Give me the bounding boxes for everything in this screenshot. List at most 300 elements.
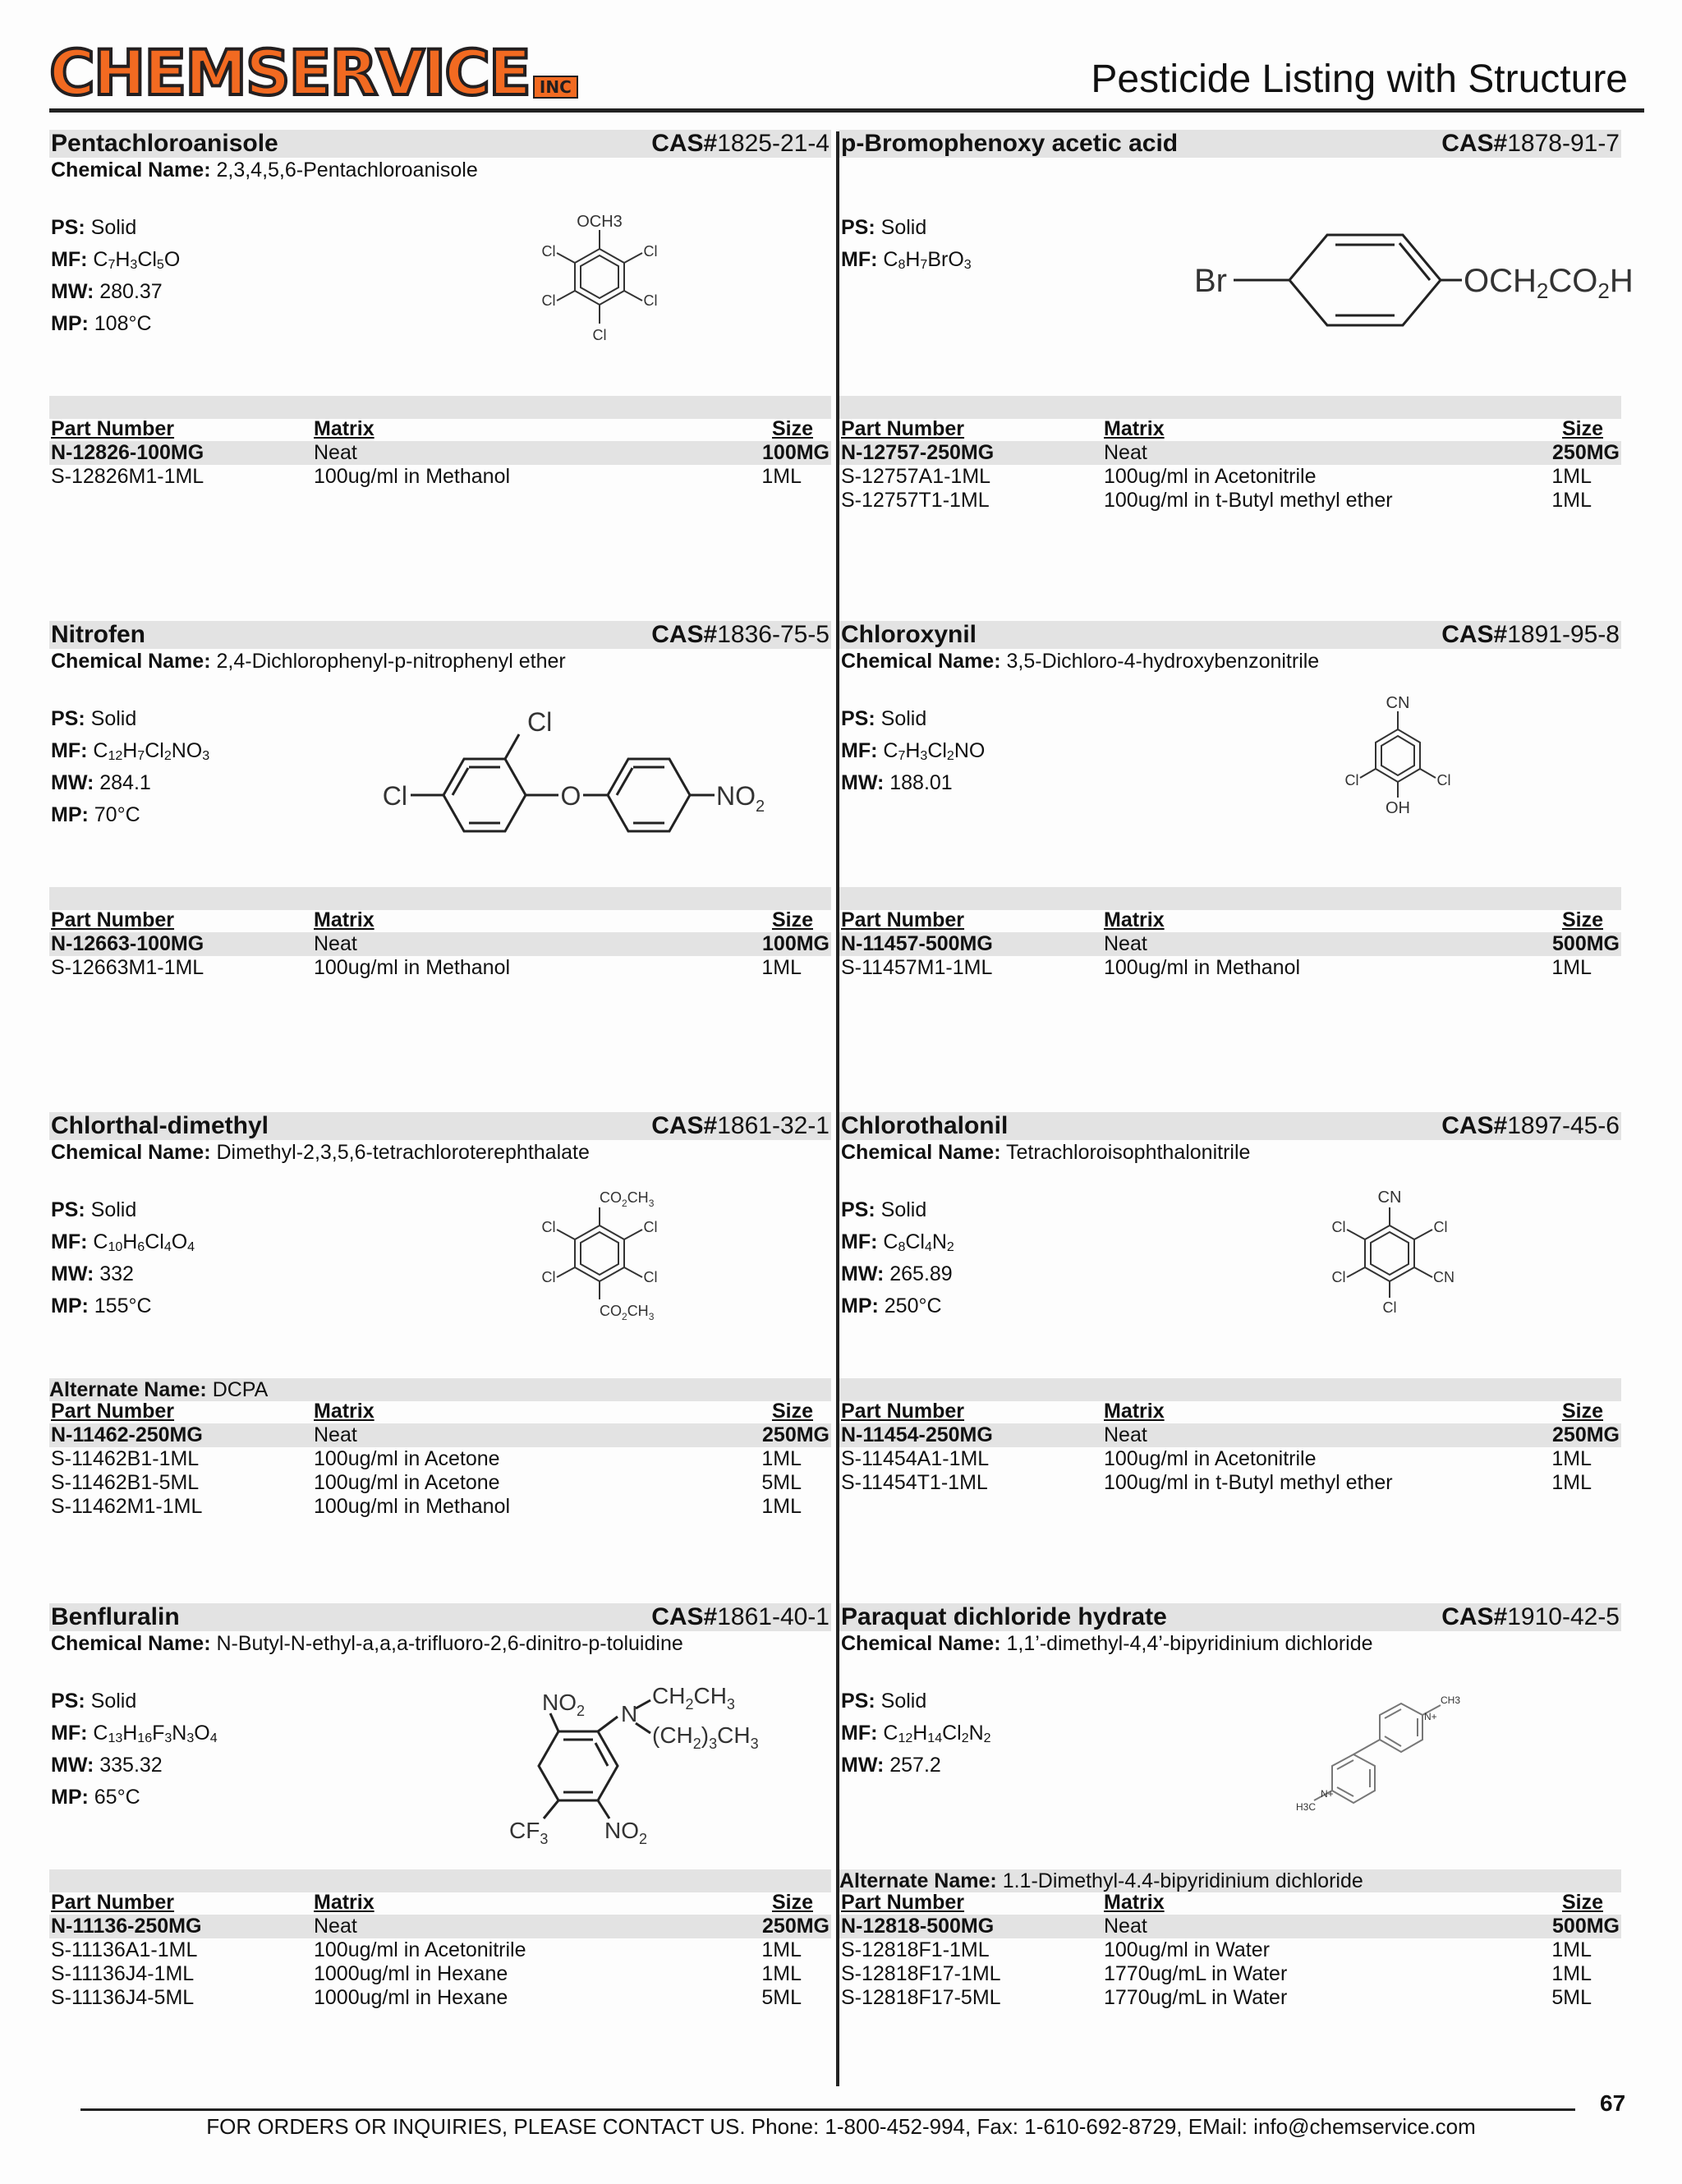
compound-title-bar	[49, 1603, 831, 1631]
chemical-name-label: Chemical Name:	[51, 1632, 211, 1655]
mf-subscript: 8	[898, 258, 906, 272]
matrix-value: 100ug/ml in Acetone	[314, 1447, 500, 1470]
part-number: S-12818F17-5ML	[841, 1986, 1001, 2009]
mw-value: 265.89	[889, 1262, 953, 1285]
substituent-label: CN	[1386, 694, 1410, 712]
size-header: Size	[771, 1400, 813, 1423]
substituent-label: $NO_2$	[542, 1690, 586, 1719]
mf-element: C	[93, 1230, 108, 1253]
compound-title-bar	[49, 130, 831, 158]
cas-value: 1861-32-1	[717, 1112, 830, 1139]
size-value: 100MG	[762, 441, 830, 464]
table-header	[839, 417, 1621, 441]
substituent-label: N	[621, 1701, 638, 1727]
cas-value: 1861-40-1	[717, 1603, 830, 1630]
melting-point	[51, 308, 180, 340]
cas-number	[651, 621, 830, 649]
mw-value: 332	[99, 1262, 134, 1285]
mf-subscript: 7	[137, 749, 145, 763]
chemical-name-label: Chemical Name:	[51, 159, 211, 182]
compound-title-bar	[839, 130, 1621, 158]
section-separator	[839, 1378, 1621, 1401]
part-number: N-11457-500MG	[841, 932, 993, 955]
size-value: 500MG	[1552, 1915, 1620, 1938]
mf-subscript: 10	[108, 1240, 123, 1254]
mf-subscript: 2	[961, 1731, 969, 1745]
part-number-header: Part Number	[51, 1891, 175, 1914]
size-value: 5ML	[761, 1471, 802, 1494]
cas-number	[651, 130, 830, 158]
ps-value: Solid	[90, 707, 137, 730]
part-number-header: Part Number	[51, 1400, 175, 1423]
parts-table	[49, 1400, 831, 1519]
mf-subscript: 4	[163, 1240, 172, 1254]
matrix-value: 100ug/ml in Methanol	[314, 465, 511, 488]
substituent-label: Cl	[592, 327, 607, 343]
cas-label: CAS#	[1441, 130, 1508, 157]
table-row	[839, 956, 1621, 980]
table-row	[839, 489, 1621, 513]
size-value: 1ML	[761, 465, 802, 488]
compound-panel	[839, 1603, 1621, 2047]
table-row	[49, 1962, 831, 1986]
table-header	[49, 1400, 831, 1423]
mf-element: BrO	[927, 248, 964, 271]
size-value: 100MG	[762, 932, 830, 955]
physical-state	[51, 212, 180, 244]
nitrofen-structure	[345, 703, 838, 851]
mf-subscript: 3	[164, 1731, 172, 1745]
mw-label: MW:	[51, 771, 94, 794]
matrix-header: Matrix	[314, 417, 375, 440]
size-value: 1ML	[1551, 956, 1592, 979]
size-value: 250MG	[1552, 441, 1620, 464]
part-number-header: Part Number	[51, 908, 175, 931]
matrix-value: Neat	[314, 1423, 357, 1446]
table-row	[839, 1962, 1621, 1986]
matrix-value: Neat	[314, 932, 357, 955]
chemical-name	[51, 649, 566, 674]
table-row	[49, 465, 831, 489]
part-number: S-11462M1-1ML	[51, 1495, 203, 1518]
table-row	[49, 1495, 831, 1519]
ps-value: Solid	[880, 1690, 927, 1713]
part-number: S-11454A1-1ML	[841, 1447, 990, 1470]
table-row	[49, 1447, 831, 1471]
molecular-weight	[841, 1749, 991, 1782]
mw-label: MW:	[51, 1754, 94, 1777]
size-header: Size	[1561, 1400, 1603, 1423]
table-header	[839, 1891, 1621, 1915]
mf-element: O	[194, 1722, 210, 1745]
mf-element: Cl	[137, 248, 157, 271]
cas-number	[1441, 1112, 1620, 1140]
properties	[51, 1685, 218, 1814]
size-value: 1ML	[761, 956, 802, 979]
molecular-weight	[51, 276, 180, 308]
mf-element: Cl	[145, 739, 164, 762]
page-number: 67	[1600, 2090, 1626, 2116]
ps-label: PS:	[841, 707, 875, 730]
mf-element: C	[883, 739, 898, 762]
part-number: S-11136J4-5ML	[51, 1986, 195, 2009]
table-row	[839, 465, 1621, 489]
table-row	[49, 1423, 831, 1447]
chemical-name-label: Chemical Name:	[841, 1141, 1001, 1164]
compound-panel	[49, 1112, 831, 1556]
page-header	[49, 33, 1644, 113]
matrix-value: Neat	[1104, 1423, 1147, 1446]
molecular-weight	[51, 1258, 195, 1290]
matrix-value: 1000ug/ml in Hexane	[314, 1962, 508, 1985]
mf-subscript: 7	[108, 258, 116, 272]
size-value: 1ML	[1551, 465, 1592, 488]
cas-number	[651, 1603, 830, 1631]
mf-element: H	[912, 1722, 928, 1745]
substituent-label: Cl	[643, 243, 658, 260]
size-value: 1ML	[1551, 1938, 1592, 1961]
compound-panel	[49, 130, 831, 573]
chemical-name	[51, 158, 478, 182]
table-row	[49, 1938, 831, 1962]
mf-subscript: 5	[156, 258, 164, 272]
cas-label: CAS#	[651, 621, 718, 648]
part-number: S-11136A1-1ML	[51, 1938, 198, 1961]
chemical-name-value: 3,5-Dichloro-4-hydroxybenzonitrile	[1006, 650, 1320, 673]
properties	[841, 1194, 954, 1322]
chemical-name-label: Chemical Name:	[51, 1141, 211, 1164]
ps-label: PS:	[51, 1198, 85, 1221]
molecular-formula	[51, 1226, 195, 1258]
paraquat-structure	[1250, 1669, 1546, 1833]
physical-state	[841, 212, 972, 244]
mf-subscript: 16	[137, 1731, 153, 1745]
matrix-value: Neat	[1104, 1915, 1147, 1938]
matrix-value: Neat	[1104, 932, 1147, 955]
mf-element: C	[93, 1722, 108, 1745]
part-number-header: Part Number	[841, 1400, 965, 1423]
size-value: 500MG	[1552, 932, 1620, 955]
compound-name: Chlorthal-dimethyl	[51, 1112, 269, 1139]
physical-state	[841, 703, 985, 735]
part-number: N-11136-250MG	[51, 1915, 202, 1938]
mf-element: Cl	[905, 1230, 925, 1253]
matrix-value: 100ug/ml in Methanol	[314, 956, 511, 979]
mf-subscript: 3	[963, 258, 972, 272]
table-header	[839, 908, 1621, 932]
table-row	[49, 1915, 831, 1938]
melting-point	[841, 1290, 954, 1322]
ps-label: PS:	[841, 1690, 875, 1713]
compound-panel	[839, 130, 1634, 573]
substituent-label: Cl	[541, 1219, 556, 1235]
compound-panel	[839, 1112, 1621, 1556]
chemical-name-value: 2,4-Dichlorophenyl-p-nitrophenyl ether	[216, 650, 566, 673]
cas-label: CAS#	[1441, 1112, 1508, 1139]
section-separator	[49, 396, 831, 419]
substituent-label: $NO_2$	[716, 781, 765, 816]
size-value: 1ML	[761, 1962, 802, 1985]
part-number: S-12818F17-1ML	[841, 1962, 1001, 1985]
table-row	[839, 1447, 1621, 1471]
part-number: N-12757-250MG	[841, 441, 995, 464]
mf-element: C	[883, 248, 898, 271]
mf-element: H	[122, 1230, 138, 1253]
molecular-weight	[51, 1749, 218, 1782]
parts-table	[49, 417, 831, 489]
compound-title-bar	[839, 1603, 1621, 1631]
mf-label: MF:	[51, 1722, 88, 1745]
size-value: 1ML	[1551, 1471, 1592, 1494]
table-row	[49, 1986, 831, 2010]
ps-value: Solid	[880, 1198, 927, 1221]
chemical-name-value: 2,3,4,5,6-Pentachloroanisole	[216, 159, 478, 182]
mw-label: MW:	[51, 1262, 94, 1285]
footer-rule	[80, 2108, 1575, 2111]
cas-value: 1891-95-8	[1507, 621, 1620, 648]
mf-element: C	[883, 1230, 898, 1253]
size-header: Size	[1561, 908, 1603, 931]
size-value: 1ML	[761, 1447, 802, 1470]
part-number: N-12826-100MG	[51, 441, 205, 464]
substituent-label: N+	[1424, 1711, 1437, 1722]
matrix-value: 100ug/ml in t-Butyl methyl ether	[1104, 489, 1393, 512]
molecular-weight	[51, 767, 209, 799]
parts-table	[839, 417, 1621, 513]
parts-table	[49, 1891, 831, 2010]
mf-subscript: 4	[924, 1240, 932, 1254]
footer-contact: FOR ORDERS OR INQUIRIES, PLEASE CONTACT US. Phone: 1-800-452-994, Fax: 1-610-692-8729, EMail: info@chemservice.com	[206, 2114, 1476, 2139]
size-value: 250MG	[1552, 1423, 1620, 1446]
cas-number	[1441, 621, 1620, 649]
part-number: S-12757A1-1ML	[841, 465, 991, 488]
mf-subscript: 4	[209, 1731, 218, 1745]
substituent-label: CH3	[1441, 1694, 1461, 1706]
parts-table	[839, 1400, 1621, 1495]
cas-number	[1441, 1603, 1620, 1631]
mf-subscript: 2	[983, 1731, 991, 1745]
substituent-label: Cl	[643, 1219, 658, 1235]
mf-subscript: 3	[202, 749, 210, 763]
chemical-name-label: Chemical Name:	[841, 1632, 1001, 1655]
cas-number	[651, 1112, 830, 1140]
chemical-name	[51, 1631, 683, 1656]
mf-element: C	[93, 248, 108, 271]
mf-element: F	[152, 1722, 165, 1745]
molecular-weight	[841, 1258, 954, 1290]
cas-label: CAS#	[651, 130, 718, 157]
mp-label: MP:	[51, 803, 89, 826]
part-number: S-12757T1-1ML	[841, 489, 990, 512]
cas-value: 1878-91-7	[1507, 130, 1620, 157]
melting-point	[51, 1290, 195, 1322]
table-header	[49, 417, 831, 441]
table-header	[49, 1891, 831, 1915]
substituent-label: O	[560, 781, 581, 811]
alternate-name	[839, 1869, 1621, 1892]
chlorothalonil-structure	[1299, 1186, 1480, 1334]
compound-name: Chlorothalonil	[841, 1112, 1009, 1139]
molecular-formula	[841, 1717, 991, 1749]
properties	[51, 212, 180, 340]
size-value: 5ML	[1551, 1986, 1592, 2009]
matrix-value: Neat	[314, 441, 357, 464]
mf-subscript: 3	[186, 1731, 195, 1745]
ps-label: PS:	[51, 216, 85, 239]
matrix-value: 100ug/ml in Acetonitrile	[1104, 465, 1317, 488]
melting-point	[51, 799, 209, 831]
physical-state	[841, 1685, 991, 1717]
molecular-formula	[51, 735, 209, 767]
physical-state	[51, 1194, 195, 1226]
substituent-label: Cl	[382, 781, 407, 811]
size-header: Size	[771, 417, 813, 440]
substituent-label: Cl	[1331, 1219, 1346, 1235]
alternate-name-label: Alternate Name:	[839, 1869, 997, 1892]
part-number: N-12818-500MG	[841, 1915, 995, 1938]
mf-subscript: 4	[187, 1240, 195, 1254]
mp-label: MP:	[51, 1786, 89, 1809]
mf-label: MF:	[51, 248, 88, 271]
alternate-name-value: 1.1-Dimethyl-4.4-bipyridinium dichloride	[1002, 1869, 1363, 1892]
matrix-value: 1000ug/ml in Hexane	[314, 1986, 508, 2009]
mf-subscript: 13	[108, 1731, 123, 1745]
compound-title-bar	[839, 1112, 1621, 1140]
matrix-value: 100ug/ml in Acetonitrile	[314, 1938, 526, 1961]
part-number: S-11457M1-1ML	[841, 956, 993, 979]
mf-subscript: 12	[898, 1731, 913, 1745]
matrix-value: 100ug/ml in Methanol	[1104, 956, 1301, 979]
mf-element: O	[163, 248, 181, 271]
mf-element: C	[883, 1722, 898, 1745]
substituent-label: $CO_2CH_3$	[600, 1189, 655, 1209]
table-row	[49, 956, 831, 980]
mf-element: N	[968, 1722, 984, 1745]
part-number: S-12663M1-1ML	[51, 956, 205, 979]
cas-label: CAS#	[651, 1603, 718, 1630]
compound-title-bar	[49, 621, 831, 649]
chemical-name-label: Chemical Name:	[841, 650, 1001, 673]
ps-value: Solid	[90, 1690, 137, 1713]
size-value: 1ML	[761, 1495, 802, 1518]
substituent-label: Cl	[541, 1269, 556, 1285]
molecular-formula	[51, 1717, 218, 1749]
chemical-name	[51, 1140, 590, 1165]
mf-element: H	[122, 1722, 138, 1745]
compound-name: Paraquat dichloride hydrate	[841, 1603, 1167, 1630]
section-separator	[839, 887, 1621, 910]
parts-table	[49, 908, 831, 980]
table-row	[839, 932, 1621, 956]
substituent-label: N+	[1321, 1788, 1334, 1800]
parts-table	[839, 908, 1621, 980]
mf-element: H	[115, 248, 131, 271]
size-value: 1ML	[1551, 1447, 1592, 1470]
mf-element: Cl	[145, 1230, 164, 1253]
ps-label: PS:	[51, 707, 85, 730]
substituent-label: Cl	[527, 707, 553, 737]
part-number: S-12818F1-1ML	[841, 1938, 990, 1961]
cas-label: CAS#	[1441, 621, 1508, 648]
properties	[51, 1194, 195, 1322]
molecular-formula	[841, 244, 972, 276]
size-header: Size	[771, 1891, 813, 1914]
substituent-label: $(CH_2)_3CH_3$	[652, 1722, 759, 1752]
mf-subscript: 2	[946, 1240, 954, 1254]
mf-element: NO	[954, 739, 986, 762]
substituent-label: OCH3	[577, 213, 623, 231]
mw-value: 188.01	[889, 771, 953, 794]
matrix-value: 100ug/ml in Methanol	[314, 1495, 511, 1518]
part-number: S-12826M1-1ML	[51, 465, 205, 488]
mf-label: MF:	[841, 739, 878, 762]
molecular-formula	[841, 735, 985, 767]
substituent-label: $CH_2CH_3$	[652, 1683, 735, 1713]
ps-label: PS:	[51, 1690, 85, 1713]
mw-value: 335.32	[99, 1754, 163, 1777]
properties	[841, 1685, 991, 1782]
compound-name: Benfluralin	[51, 1603, 180, 1630]
mp-label: MP:	[51, 1294, 89, 1317]
mw-value: 284.1	[99, 771, 151, 794]
substituent-label: $CF_3$	[509, 1818, 549, 1847]
physical-state	[51, 1685, 218, 1717]
mp-value: 250°C	[884, 1294, 942, 1317]
size-value: 250MG	[762, 1915, 830, 1938]
table-row	[839, 1471, 1621, 1495]
section-separator	[49, 887, 831, 910]
mw-label: MW:	[841, 1754, 885, 1777]
matrix-value: Neat	[314, 1915, 357, 1938]
mf-element: Cl	[942, 1722, 962, 1745]
alternate-name	[49, 1378, 831, 1401]
benfluralin-structure	[427, 1677, 772, 1847]
matrix-value: Neat	[1104, 441, 1147, 464]
mf-element: Cl	[927, 739, 947, 762]
part-number: S-11462B1-1ML	[51, 1447, 200, 1470]
parts-table	[839, 1891, 1621, 2010]
part-number: N-11462-250MG	[51, 1423, 203, 1446]
part-number: S-11136J4-1ML	[51, 1962, 195, 1985]
compound-panel	[839, 621, 1621, 1064]
mw-value: 280.37	[99, 280, 163, 303]
part-number: N-11454-250MG	[841, 1423, 993, 1446]
logo-inc: INC	[533, 76, 578, 99]
mf-label: MF:	[841, 1722, 878, 1745]
table-row	[839, 1915, 1621, 1938]
pentachloroanisole-structure	[509, 212, 690, 360]
mf-subscript: 7	[898, 749, 906, 763]
mf-subscript: 2	[163, 749, 172, 763]
substituent-label: $OCH_2CO_2H$	[1464, 263, 1634, 303]
molecular-weight	[841, 767, 985, 799]
chemical-name	[841, 1140, 1250, 1165]
mf-label: MF:	[841, 248, 878, 271]
substituent-label: Cl	[643, 292, 658, 309]
chemical-name	[841, 1631, 1373, 1656]
ps-value: Solid	[880, 707, 927, 730]
chemical-name-label: Chemical Name:	[51, 650, 211, 673]
ps-value: Solid	[90, 1198, 137, 1221]
size-value: 1ML	[1551, 489, 1592, 512]
mf-subscript: 3	[130, 258, 138, 272]
chemical-name-value: Dimethyl-2,3,5,6-tetrachloroterephthalate	[216, 1141, 590, 1164]
size-value: 1ML	[1551, 1962, 1592, 1985]
matrix-header: Matrix	[1104, 1891, 1165, 1914]
matrix-value: 100ug/ml in Water	[1104, 1938, 1270, 1961]
matrix-header: Matrix	[314, 1400, 375, 1423]
substituent-label: $CO_2CH_3$	[600, 1303, 655, 1322]
